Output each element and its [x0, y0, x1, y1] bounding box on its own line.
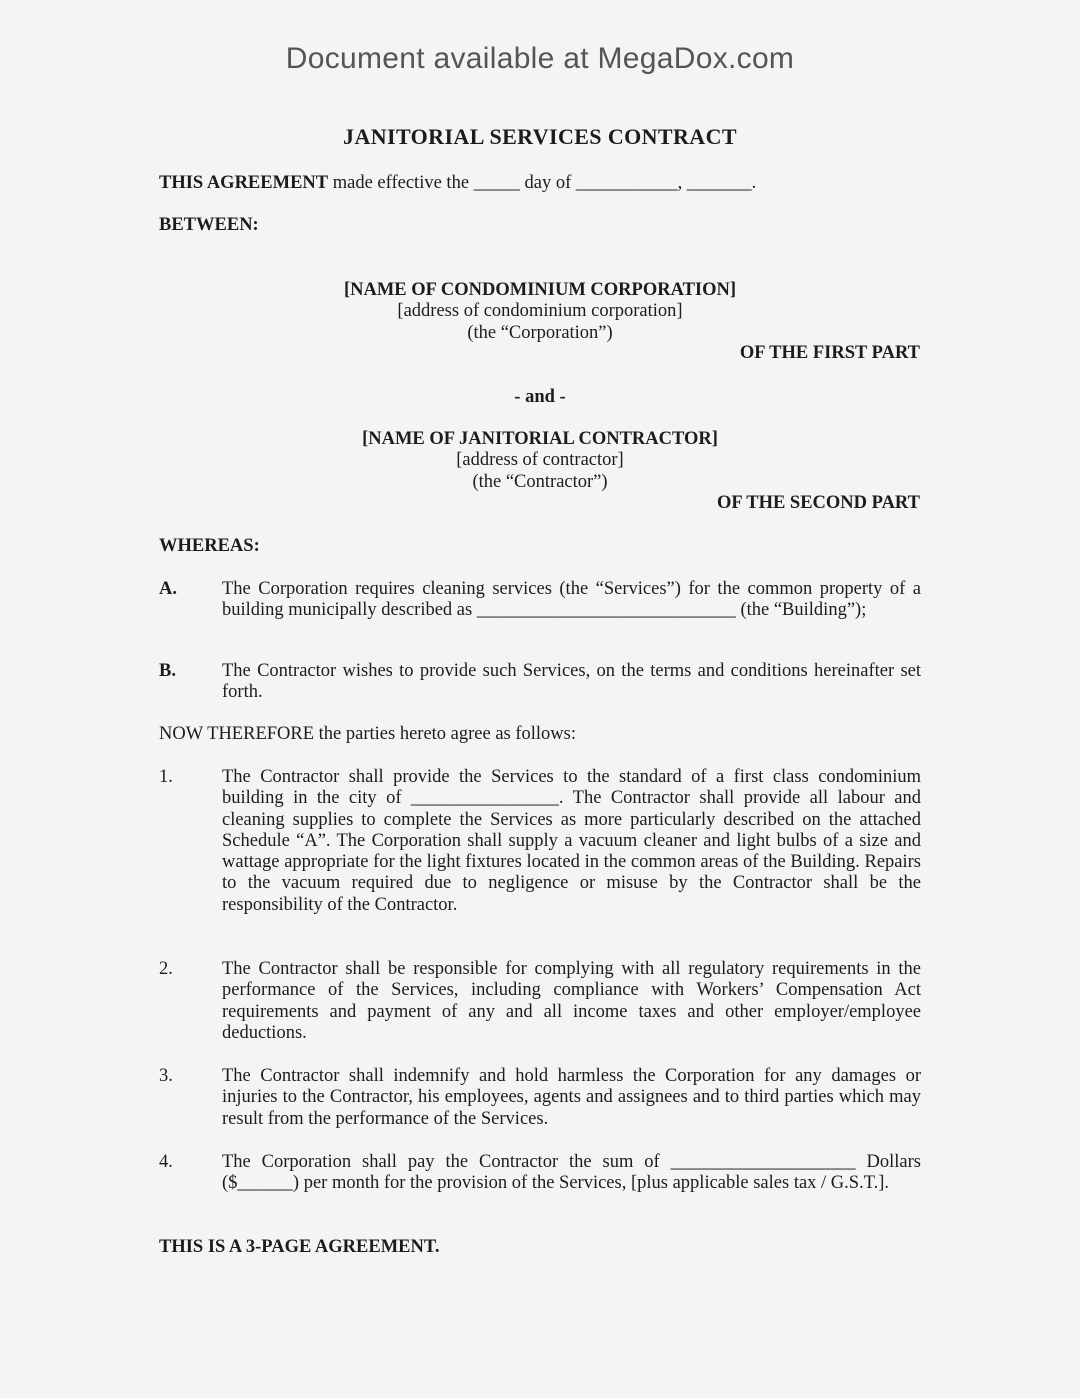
- source-banner: Document available at MegaDox.com: [285, 42, 795, 75]
- clause-text: The Contractor shall be responsible for complying with all regulatory requirements in the performance of the Services, including compliance with Workers’ Compensation Act requirements and payment of any and all income taxes and other employer/employee deductions.: [222, 959, 921, 1043]
- party1-alias: (the “Corporation”): [467, 323, 613, 343]
- agreement-line: [159, 173, 756, 194]
- recital-label: A.: [159, 579, 177, 599]
- recital-label: B.: [159, 661, 176, 681]
- clause-text: The Contractor shall indemnify and hold harmless the Corporation for any damages or injuries to the Contractor, his employees, agents and assignees and to third parties which may result from the performance of the Services.: [222, 1066, 921, 1129]
- party2-part: OF THE SECOND PART: [716, 493, 920, 513]
- recital-a: [159, 579, 921, 622]
- clause-label: 1.: [159, 767, 173, 787]
- between-label: BETWEEN:: [159, 215, 259, 235]
- party1-name: [NAME OF CONDOMINIUM CORPORATION]: [343, 280, 737, 300]
- whereas-label: WHEREAS:: [159, 536, 260, 556]
- party1-part: OF THE FIRST PART: [739, 343, 920, 363]
- party2-name: [NAME OF JANITORIAL CONTRACTOR]: [362, 429, 718, 449]
- document-title: JANITORIAL SERVICES CONTRACT: [343, 124, 737, 149]
- clause-3: [159, 1066, 921, 1130]
- clause-label: 3.: [159, 1066, 173, 1086]
- clause-4: [159, 1152, 921, 1195]
- clause-text: The Contractor shall provide the Services to the standard of a first class condominium building in the city of ________________. The Contractor shall provide all labour and cleaning supplies to complete the Services as more particularly described on the attached Schedule “A”. The Corporation shall supply a vacuum cleaner and light bulbs of a size and wattage appropriate for the light fixtures located in the common areas of the Building. Repairs to the vacuum required due to negligence or misuse by the Contractor shall be the responsibility of the Contractor.: [222, 767, 921, 915]
- agreement-rest: made effective the _____ day of ___________, _______.: [328, 173, 757, 193]
- recital-text: The Contractor wishes to provide such Services, on the terms and conditions hereinafter set forth.: [222, 661, 921, 703]
- party2-address: [address of contractor]: [456, 450, 624, 470]
- clause-1: [159, 767, 921, 916]
- agreement-lead: THIS AGREEMENT: [159, 173, 329, 193]
- clause-label: 2.: [159, 959, 173, 979]
- and-label: - and -: [514, 387, 566, 407]
- recital-b: [159, 661, 921, 704]
- clause-2: [159, 959, 921, 1044]
- party2-alias: (the “Contractor”): [472, 472, 608, 492]
- closing-note: THIS IS A 3-PAGE AGREEMENT.: [159, 1237, 440, 1257]
- party1-address: [address of condominium corporation]: [397, 301, 683, 321]
- recital-text: The Corporation requires cleaning services (the “Services”) for the common property of a building municipally described as ____________________________ (the “Building”);: [222, 579, 921, 621]
- now-therefore: NOW THEREFORE the parties hereto agree as follows:: [159, 724, 577, 744]
- clause-label: 4.: [159, 1152, 173, 1172]
- clause-text: The Corporation shall pay the Contractor the sum of ____________________ Dollars ($______) per month for the provision of the Services, [plus applicable sales tax / G.S.T.].: [222, 1152, 921, 1194]
